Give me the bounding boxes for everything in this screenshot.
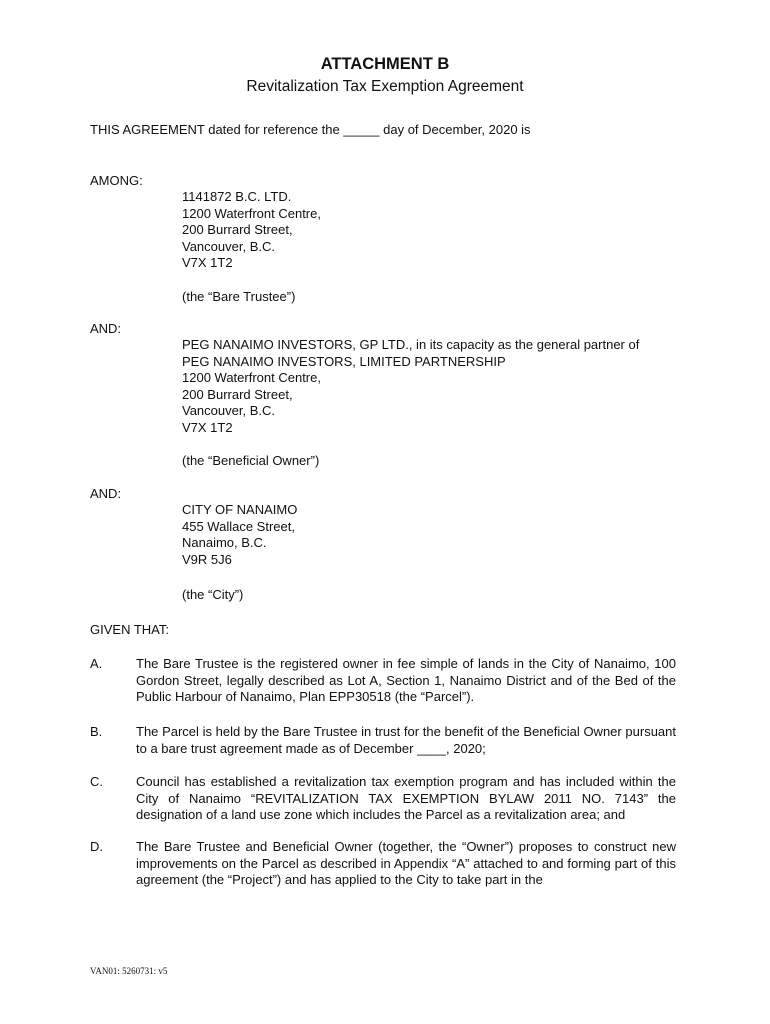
beneficial-owner-definition: (the “Beneficial Owner”) xyxy=(182,453,320,468)
document-subtitle: Revitalization Tax Exemption Agreement xyxy=(246,78,524,95)
bare-trustee-line: 1141872 B.C. LTD. xyxy=(182,189,292,204)
bare-trustee-line: Vancouver, B.C. xyxy=(182,238,275,254)
given-that-label: GIVEN THAT: xyxy=(90,622,169,637)
city-definition: (the “City”) xyxy=(182,587,244,602)
and-label: AND: xyxy=(90,486,122,501)
among-label: AMONG: xyxy=(90,173,143,188)
document-footer-id: VAN01: 5260731: v5 xyxy=(90,966,168,976)
recital-text: The Parcel is held by the Bare Trustee in trust for the benefit of the Beneficial Owner pursuant to a bare trust agreement made as of December ____, 2020; xyxy=(136,724,676,756)
beneficial-owner-line: PEG NANAIMO INVESTORS, GP LTD., in its capacity as the general partner of xyxy=(182,337,640,352)
intro-text: THIS AGREEMENT dated for reference the _____ day of December, 2020 is xyxy=(90,122,531,137)
recital-label: C. xyxy=(90,774,103,789)
bare-trustee-definition: (the “Bare Trustee”) xyxy=(182,289,296,304)
beneficial-owner-line: PEG NANAIMO INVESTORS, LIMITED PARTNERSHIP xyxy=(182,353,506,369)
and-label: AND: xyxy=(90,321,122,336)
city-line: Nanaimo, B.C. xyxy=(182,535,267,550)
city-line: V9R 5J6 xyxy=(182,551,232,567)
bare-trustee-line: V7X 1T2 xyxy=(182,255,233,270)
beneficial-owner-block xyxy=(182,337,639,436)
recital-text: The Bare Trustee is the registered owner in fee simple of lands in the City of Nanaimo, 100 Gordon Street, legally described as Lot A, Section 1, Nanaimo District and of the Bed of the Public Harbour of Nanaimo, Plan EPP30518 (the “Parcel”). xyxy=(136,656,676,704)
recital-text: Council has established a revitalization tax exemption program and has included within the City of Nanaimo “REVITALIZATION TAX EXEMPTION BYLAW 2011 NO. 7143” the designation of a land use zone which includes the Parcel as a revitalization area; and xyxy=(136,774,676,822)
beneficial-owner-line: V7X 1T2 xyxy=(182,419,233,435)
beneficial-owner-line: 1200 Waterfront Centre, xyxy=(182,370,321,385)
recital-label: A. xyxy=(90,656,103,671)
recital-text: The Bare Trustee and Beneficial Owner (together, the “Owner”) proposes to construct new improvements on the Parcel as described in Appendix “A” attached to and forming part of this agreement (the “Project”) and has applied to the City to take part in the xyxy=(136,839,676,887)
city-line: CITY OF NANAIMO xyxy=(182,502,298,517)
city-block xyxy=(182,502,297,568)
bare-trustee-block xyxy=(182,189,321,272)
bare-trustee-line: 1200 Waterfront Centre, xyxy=(182,205,321,221)
beneficial-owner-line: Vancouver, B.C. xyxy=(182,403,275,418)
recital-label: D. xyxy=(90,839,103,854)
beneficial-owner-line: 200 Burrard Street, xyxy=(182,386,293,402)
bare-trustee-line: 200 Burrard Street, xyxy=(182,222,293,237)
document-title: ATTACHMENT B xyxy=(320,55,450,73)
city-line: 455 Wallace Street, xyxy=(182,518,295,534)
recital-label: B. xyxy=(90,724,103,739)
